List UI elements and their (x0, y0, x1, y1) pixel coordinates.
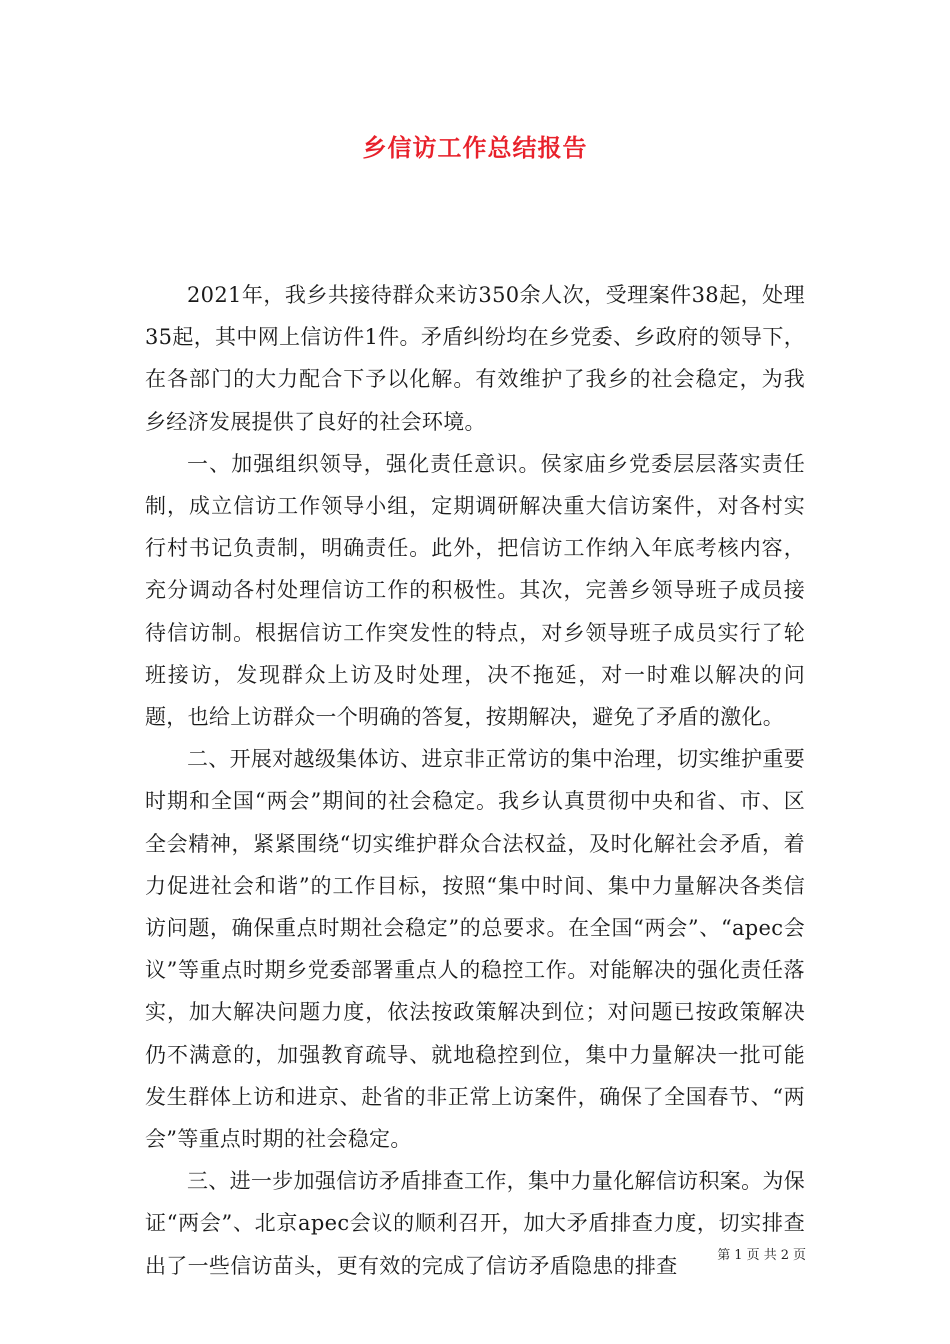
page-number-footer (715, 1246, 808, 1266)
document-body (145, 274, 805, 1287)
footer-suffix: 页 (792, 1248, 806, 1263)
document-title: 乡信访工作总结报告 (362, 134, 588, 162)
footer-current-page: 1 (734, 1248, 743, 1263)
paragraph-section-3: 三、进一步加强信访矛盾排查工作，集中力量化解信访积案。为保证“两会”、北京apec会议的顺利召开，加大矛盾排查力度，切实排查出了一些信访苗头，更有效的完成了信访矛盾隐患的排查 (145, 1169, 805, 1278)
paragraph-intro: 2021年，我乡共接待群众来访350余人次，受理案件38起，处理35起，其中网上信访件1件。矛盾纠纷均在乡党委、乡政府的领导下，在各部门的大力配合下予以化解。有效维护了我乡的社会稳定，为我乡经济发展提供了良好的社会环境。 (145, 283, 805, 434)
footer-total-pages: 2 (780, 1248, 789, 1263)
footer-middle: 页 共 (746, 1248, 777, 1263)
paragraph-section-2: 二、开展对越级集体访、进京非正常访的集中治理，切实维护重要时期和全国“两会”期间的社会稳定。我乡认真贯彻中央和省、市、区全会精神，紧紧围绕“切实维护群众合法权益，及时化解社会矛盾，着力促进社会和谐”的工作目标，按照“集中时间、集中力量解决各类信访问题，确保重点时期社会稳定”的总要求。在全国“两会”、“apec会议”等重点时期乡党委部署重点人的稳控工作。对能解决的强化责任落实，加大解决问题力度，依法按政策解决到位；对问题已按政策解决仍不满意的，加强教育疏导、就地稳控到位，集中力量解决一批可能发生群体上访和进京、赴省的非正常上访案件，确保了全国春节、“两会”等重点时期的社会稳定。 (145, 747, 805, 1152)
footer-prefix: 第 (717, 1248, 731, 1263)
paragraph-section-1: 一、加强组织领导，强化责任意识。侯家庙乡党委层层落实责任制，成立信访工作领导小组，定期调研解决重大信访案件，对各村实行村书记负责制，明确责任。此外，把信访工作纳入年底考核内容，充分调动各村处理信访工作的积极性。其次，完善乡领导班子成员接待信访制。根据信访工作突发性的特点，对乡领导班子成员实行了轮班接访，发现群众上访及时处理，决不拖延，对一时难以解决的问题，也给上访群众一个明确的答复，按期解决，避免了矛盾的激化。 (145, 451, 805, 730)
